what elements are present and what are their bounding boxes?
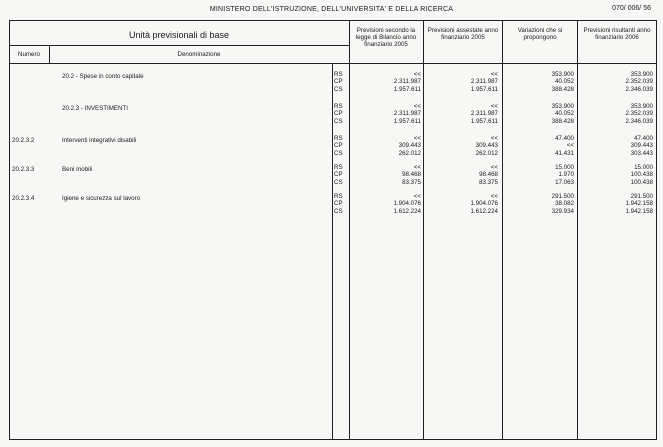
- row-denominazione: Igiene e sicurezza sul lavoro: [62, 195, 141, 202]
- row-value-c2: 309.443: [475, 142, 498, 150]
- row-denominazione: Interventi integrativi disabili: [62, 137, 137, 144]
- row-numero: 20.2.3.2: [12, 137, 35, 144]
- row-kind-label: RS: [334, 164, 343, 171]
- header-bottom-line: [9, 63, 657, 64]
- row-value-c2: 2.311.987: [470, 110, 498, 118]
- row-value-c1: <<: [413, 103, 421, 110]
- row-kind-label: CP: [334, 78, 343, 86]
- row-value-c3: 38.082: [555, 200, 574, 208]
- row-kind-label: RS: [334, 193, 343, 200]
- ministry-title: MINISTERO DELL'ISTRUZIONE, DELL'UNIVERSITA' E DELLA RICERCA: [209, 6, 454, 13]
- row-kind-label: RS: [334, 103, 343, 110]
- row-value-c1: 1.957.611: [393, 117, 421, 125]
- row-value-c1: <<: [413, 164, 421, 171]
- row-value-c4: 2.352.039: [625, 110, 653, 118]
- header-divider-unit: [9, 45, 349, 46]
- row-value-c4: 100.438: [630, 178, 653, 186]
- row-value-c1: 2.311.987: [393, 110, 421, 118]
- row-value-c1: 1.612.224: [393, 207, 421, 215]
- row-value-c1: 98.468: [402, 171, 421, 179]
- row-value-c2: 262.012: [475, 149, 498, 157]
- row-value-c1: <<: [413, 135, 421, 142]
- row-value-c4: 15.000: [634, 164, 653, 171]
- row-value-c4: 2.346.039: [625, 85, 653, 93]
- row-value-c2: 1.612.224: [470, 207, 498, 215]
- row-value-c2: <<: [490, 71, 498, 78]
- row-kind-label: CS: [334, 207, 343, 215]
- row-value-c3: 40.052: [555, 78, 574, 86]
- row-value-c2: <<: [490, 193, 498, 200]
- row-value-c2: <<: [490, 103, 498, 110]
- row-denominazione: Beni mobili: [62, 166, 93, 173]
- row-value-c3: 17.063: [555, 178, 574, 186]
- page-code: 070/ 006/ 56: [612, 5, 651, 12]
- row-value-c4: 1.942.158: [625, 200, 653, 208]
- col-legge-bilancio-header: Previsioni secondo la legge di Bilancio anno finanziario 2005: [355, 27, 417, 49]
- row-numero: 20.2.3.3: [12, 166, 35, 173]
- row-value-c2: 1.957.611: [470, 117, 498, 125]
- row-value-c1: 309.443: [398, 142, 421, 150]
- kind-column-divider: [332, 63, 333, 440]
- row-kind-label: CP: [334, 110, 343, 118]
- row-value-c1: 1.904.076: [393, 200, 421, 208]
- row-value-c4: 353.900: [630, 103, 653, 110]
- row-value-c3: 353.900: [551, 103, 574, 110]
- row-value-c3: 388.428: [551, 117, 574, 125]
- row-value-c3: 40.052: [555, 110, 574, 118]
- row-value-c3: 388.428: [551, 85, 574, 93]
- row-kind-label: RS: [334, 135, 343, 142]
- row-value-c4: 2.346.039: [625, 117, 653, 125]
- row-value-c4: 100.438: [630, 171, 653, 179]
- row-value-c3: 1.970: [558, 171, 574, 179]
- row-value-c2: 2.311.987: [470, 78, 498, 86]
- row-value-c3: 47.400: [555, 135, 574, 142]
- row-denominazione: 20.2 - Spese in conto capitale: [62, 73, 144, 80]
- row-kind-label: CP: [334, 171, 343, 179]
- row-value-c4: 309.443: [630, 142, 653, 150]
- row-kind-label: CS: [334, 178, 343, 186]
- row-value-c4: 353.900: [630, 71, 653, 78]
- numero-header: Numero: [17, 51, 40, 58]
- row-value-c3: 15.000: [555, 164, 574, 171]
- row-value-c2: 83.375: [479, 178, 498, 186]
- row-value-c1: <<: [413, 71, 421, 78]
- col-assestate-header: Previsioni assestate anno finanziario 2005: [427, 27, 499, 42]
- row-value-c2: 1.957.611: [470, 85, 498, 93]
- row-value-c4: 47.400: [634, 135, 653, 142]
- row-denominazione: 20.2.3 - INVESTIMENTI: [62, 105, 129, 112]
- row-value-c4: 1.942.158: [625, 207, 653, 215]
- row-kind-label: RS: [334, 71, 343, 78]
- row-value-c4: 303.443: [630, 149, 653, 157]
- row-numero: 20.2.3.4: [12, 195, 35, 202]
- row-value-c2: <<: [490, 135, 498, 142]
- row-value-c3: <<: [566, 142, 574, 150]
- row-kind-label: CP: [334, 200, 343, 208]
- row-value-c1: <<: [413, 193, 421, 200]
- row-value-c1: 2.311.987: [393, 78, 421, 86]
- row-value-c2: 98.468: [479, 171, 498, 179]
- denominazione-header: Denominazione: [177, 51, 221, 58]
- unit-header: Unità previsionali di base: [128, 30, 230, 40]
- col-risultanti-header: Previsioni risultanti anno finanziario 2006: [583, 27, 651, 42]
- row-value-c3: 291.500: [551, 193, 574, 200]
- row-value-c3: 329.934: [551, 207, 574, 215]
- col-variazioni-header: Variazioni che si propongono: [517, 27, 563, 42]
- row-value-c1: 1.957.611: [393, 85, 421, 93]
- row-value-c3: 353.900: [551, 71, 574, 78]
- row-kind-label: CS: [334, 117, 343, 125]
- row-value-c2: 1.904.076: [470, 200, 498, 208]
- row-value-c1: 83.375: [402, 178, 421, 186]
- row-kind-label: CS: [334, 85, 343, 93]
- row-value-c4: 291.500: [630, 193, 653, 200]
- row-value-c2: <<: [490, 164, 498, 171]
- row-value-c4: 2.352.039: [625, 78, 653, 86]
- row-value-c3: 41.431: [555, 149, 574, 157]
- row-kind-label: CP: [334, 142, 343, 150]
- row-value-c1: 262.012: [398, 149, 421, 157]
- row-kind-label: CS: [334, 149, 343, 157]
